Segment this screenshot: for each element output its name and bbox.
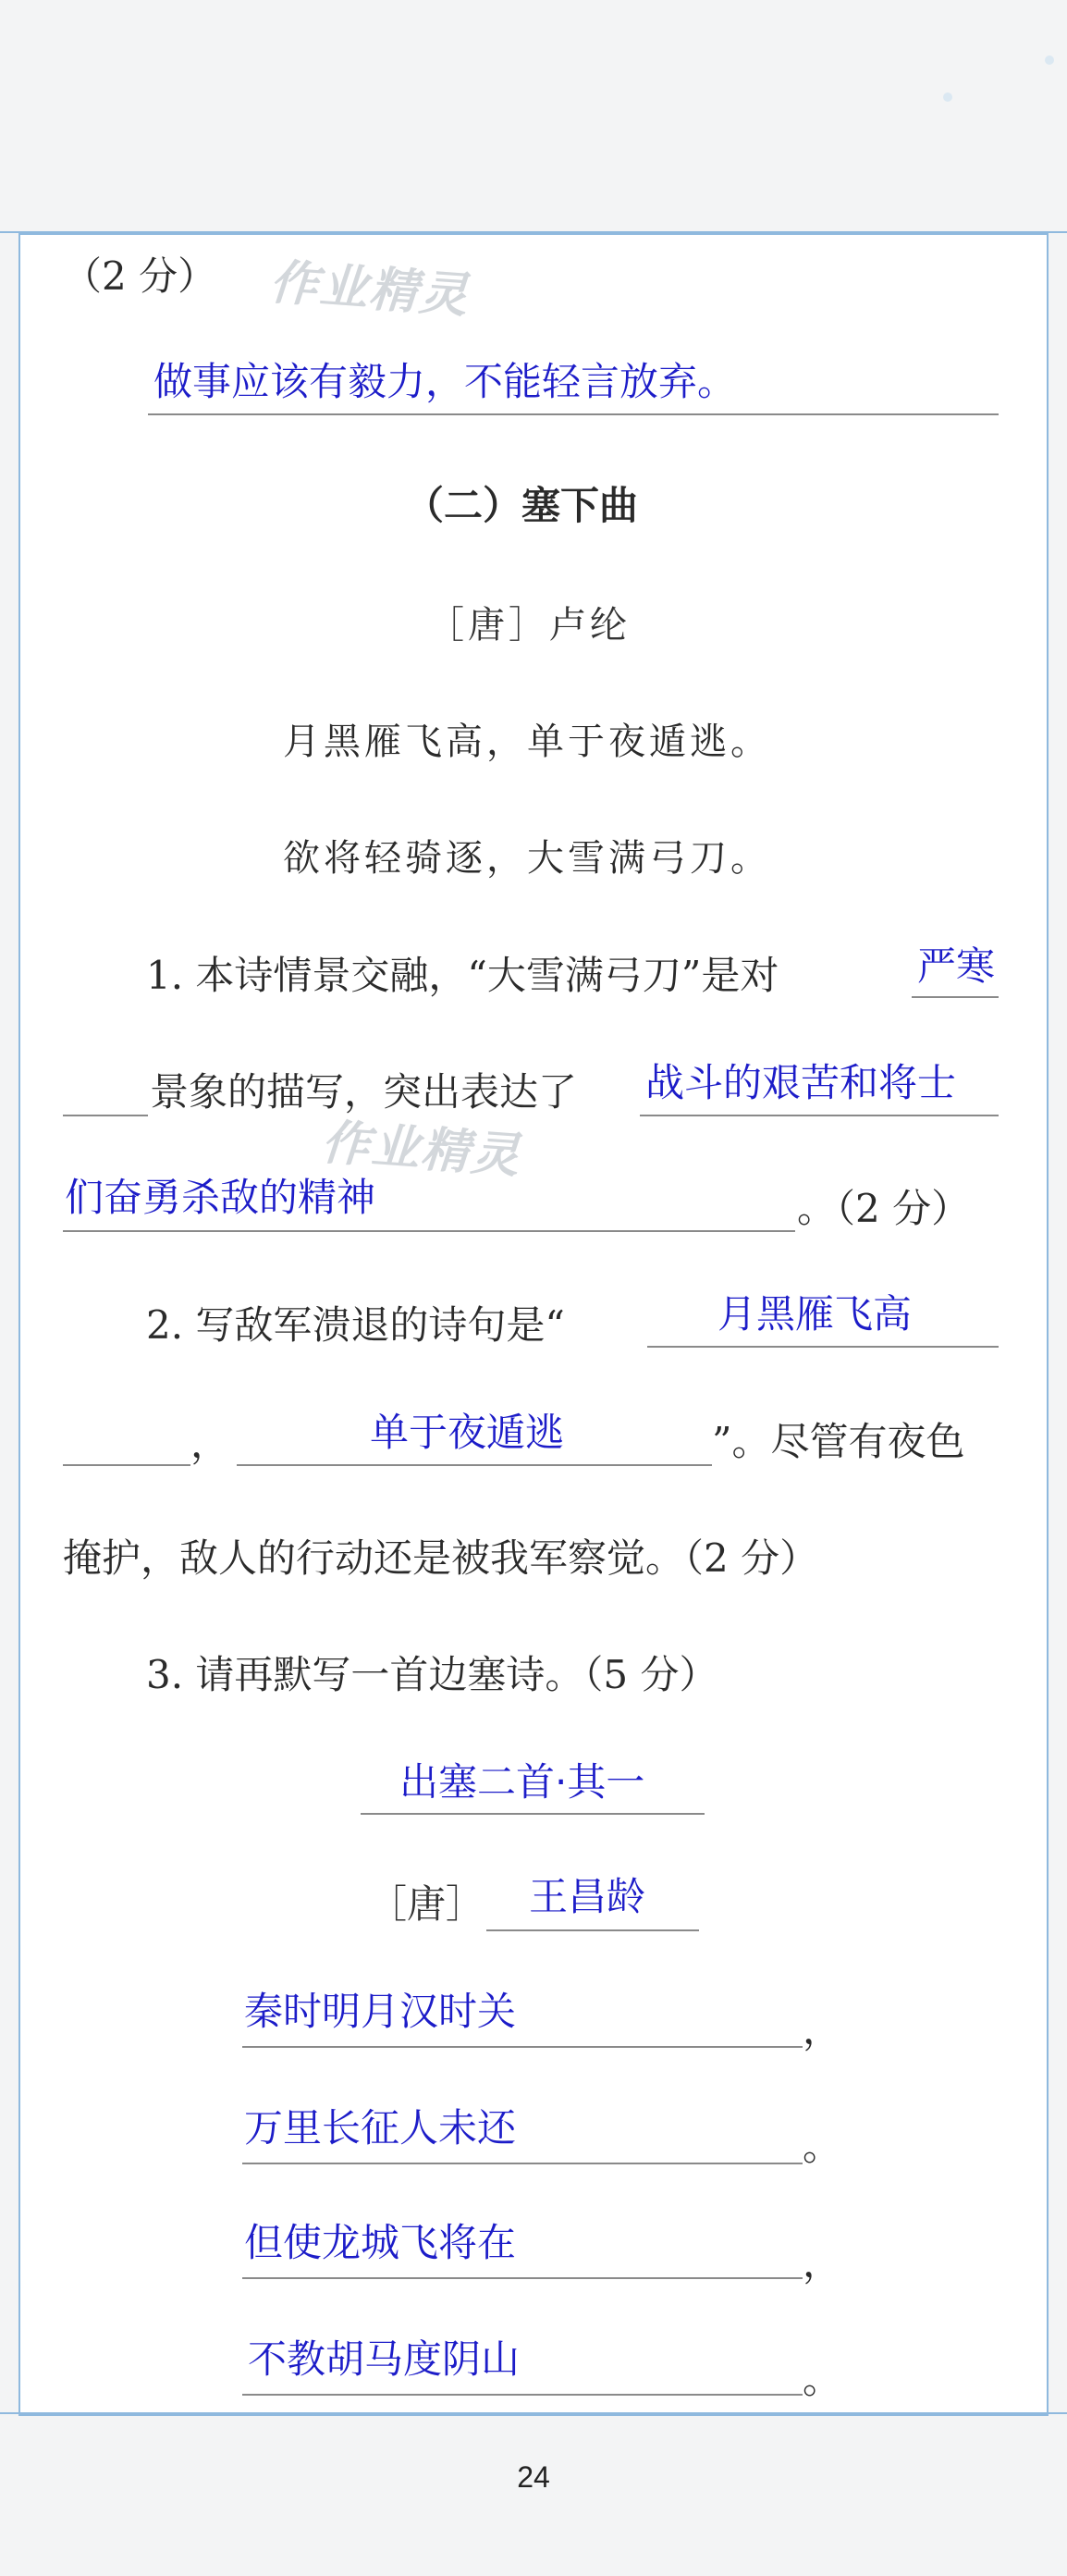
question-2-text: 2. 写敌军溃退的诗句是“ xyxy=(146,1302,565,1348)
q3-poem-title: 出塞二首·其一 xyxy=(399,1759,645,1805)
q3-dynasty: ［唐］ xyxy=(368,1881,485,1927)
q3-blank-4 xyxy=(242,2394,803,2396)
q2-blank-1 xyxy=(647,1346,999,1348)
decoration-dot xyxy=(1045,55,1054,65)
q3-blank-2 xyxy=(242,2163,803,2164)
footer-rule xyxy=(0,2412,1067,2414)
question-1-text-2: 景象的描写，突出表达了 xyxy=(150,1069,578,1115)
answer-underline xyxy=(148,413,999,415)
q3-punct-4: 。 xyxy=(803,2357,842,2402)
answer-moral: 做事应该有毅力，不能轻言放弃。 xyxy=(153,359,737,404)
poem-line-1: 月黑雁飞高，单于夜遁逃。 xyxy=(283,721,771,763)
q2-answer-1: 月黑雁飞高 xyxy=(717,1291,913,1337)
q1-blank-1 xyxy=(912,996,999,998)
q1-blank-2 xyxy=(640,1115,999,1116)
q1-blank-1-cont xyxy=(63,1115,148,1116)
q3-line-2: 万里长征人未还 xyxy=(244,2105,517,2151)
q3-line-4: 不教胡马度阴山 xyxy=(248,2336,521,2382)
q3-title-blank xyxy=(361,1813,705,1815)
q3-punct-2: 。 xyxy=(803,2124,842,2169)
question-2-text-3: 掩护，敌人的行动还是被我军察觉。（2 分） xyxy=(63,1535,819,1581)
q1-blank-2-cont xyxy=(63,1230,795,1232)
q3-blank-3 xyxy=(242,2277,803,2279)
poem-author: ［唐］卢纶 xyxy=(427,604,631,647)
q1-answer-1: 严寒 xyxy=(917,943,996,989)
q2-blank-2 xyxy=(237,1464,712,1466)
q1-score: 。（2 分） xyxy=(797,1186,971,1231)
q1-answer-2a: 战斗的艰苦和将士 xyxy=(645,1060,957,1105)
q2-blank-1-cont xyxy=(63,1464,190,1466)
q1-answer-2b: 们奋勇杀敌的精神 xyxy=(65,1175,376,1220)
q3-author-blank xyxy=(486,1929,699,1931)
q3-line-1: 秦时明月汉时关 xyxy=(244,1989,517,2034)
watermark: 作业精灵 xyxy=(319,1115,523,1185)
question-2-text-2: ”。尽管有夜色 xyxy=(712,1419,965,1464)
q3-blank-1 xyxy=(242,2046,803,2048)
score-label: （2 分） xyxy=(63,253,217,299)
q3-punct-1: ， xyxy=(803,2007,842,2052)
watermark: 作业精灵 xyxy=(267,254,472,325)
q2-answer-2: 单于夜遁逃 xyxy=(370,1410,565,1455)
section-title: （二）塞下曲 xyxy=(405,483,639,528)
poem-line-2: 欲将轻骑逐，大雪满弓刀。 xyxy=(283,837,771,880)
q3-poem-author: 王昌龄 xyxy=(529,1874,646,1919)
q3-line-3: 但使龙城飞将在 xyxy=(244,2220,517,2265)
page-number: 24 xyxy=(517,2460,550,2494)
decoration-dot xyxy=(943,92,952,102)
question-1-text: 1. 本诗情景交融，“大雪满弓刀”是对 xyxy=(146,953,779,998)
q3-punct-3: ， xyxy=(803,2240,842,2286)
question-3-text: 3. 请再默写一首边塞诗。（5 分） xyxy=(146,1652,718,1697)
q2-comma: ， xyxy=(190,1421,230,1466)
